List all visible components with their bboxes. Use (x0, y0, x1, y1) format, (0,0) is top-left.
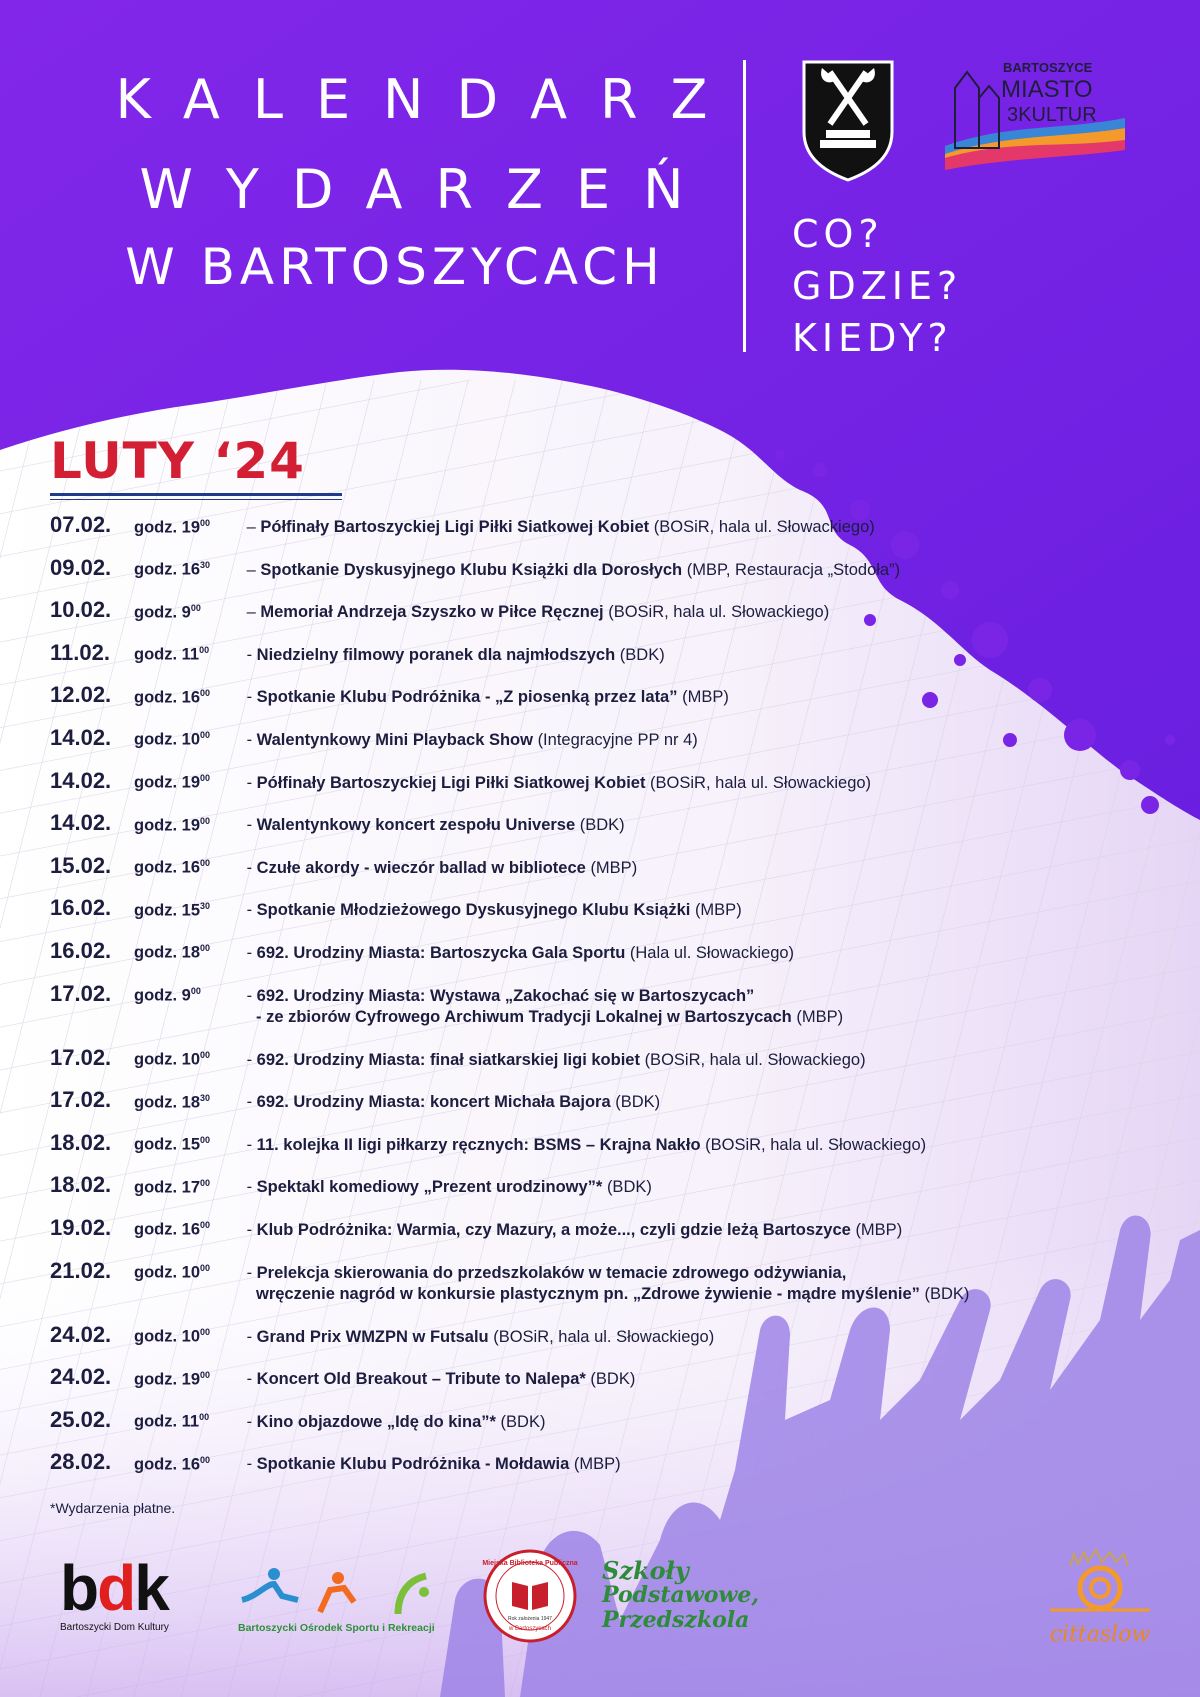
event-time-hour: godz. 19 (134, 773, 201, 792)
event-description (242, 1177, 652, 1198)
event-row (50, 640, 1050, 683)
event-title: Półfinały Bartoszyckiej Ligi Piłki Siatkowej Kobiet (260, 518, 650, 536)
event-row (50, 1449, 1050, 1492)
event-place: (BDK) (619, 645, 665, 664)
event-time (134, 518, 242, 538)
event-time-minutes: 00 (199, 645, 210, 656)
event-time (134, 943, 242, 963)
event-separator: - (242, 901, 257, 920)
event-separator: - (242, 688, 257, 707)
event-date: 10.02. (50, 597, 112, 623)
event-description (242, 1454, 621, 1475)
event-time-minutes: 00 (200, 1177, 211, 1188)
miasto-3-kultur-logo (945, 58, 1125, 170)
event-row (50, 895, 1050, 938)
event-separator: - (242, 730, 257, 749)
mbp-logo (482, 1548, 578, 1644)
event-time-hour: godz. 9 (134, 986, 191, 1005)
event-separator: - (242, 1412, 257, 1431)
cittaslow-text: cittaslow (1049, 1622, 1151, 1647)
event-description (242, 815, 625, 836)
event-description (242, 1327, 714, 1348)
event-time (134, 603, 242, 623)
event-time-hour: godz. 15 (134, 901, 201, 920)
event-row (50, 1258, 1050, 1322)
event-place: (MBP) (694, 901, 742, 920)
event-date: 12.02. (50, 682, 112, 708)
event-time-hour: godz. 18 (134, 1093, 201, 1112)
event-row (50, 725, 1050, 768)
event-separator: - (242, 1263, 257, 1282)
event-title-line2: wręczenie nagród w konkursie plastycznym pn. „Zdrowe żywienie - mądre myślenie” (256, 1284, 920, 1303)
event-row (50, 597, 1050, 640)
bdk-logo (60, 1552, 210, 1642)
event-row (50, 1215, 1050, 1258)
event-date: 09.02. (50, 554, 112, 580)
event-time (134, 730, 242, 750)
event-title: Czułe akordy - wieczór ballad w bibliotece (256, 858, 586, 877)
event-time (134, 560, 242, 580)
event-place: (MBP) (682, 688, 729, 707)
event-time-hour: godz. 11 (134, 1412, 200, 1431)
logo-3kultur-text: 3KULTUR (1007, 104, 1097, 126)
month-heading: LUTY ‘24 (50, 432, 305, 490)
event-separator: – (242, 518, 261, 536)
event-time-hour: godz. 16 (134, 560, 201, 579)
event-time (134, 1263, 242, 1283)
event-time-minutes: 00 (199, 1412, 210, 1423)
event-title: 692. Urodziny Miasta: finał siatkarskiej ligi kobiet (256, 1050, 640, 1069)
event-separator: - (242, 1455, 257, 1474)
event-separator: - (242, 1220, 257, 1239)
event-title: Niedzielny filmowy poranek dla najmłodszych (256, 645, 616, 664)
event-date: 16.02. (50, 895, 112, 921)
event-row (50, 853, 1050, 896)
event-time-minutes: 00 (200, 1263, 211, 1273)
event-time (134, 816, 242, 836)
event-time-hour: godz. 19 (134, 518, 201, 536)
logo-bartoszyce-text: BARTOSZYCE (1003, 60, 1093, 75)
event-place: (MBP, Restauracja „Stodoła”) (686, 560, 901, 579)
title-line-2: WYDARZEŃ (139, 158, 717, 221)
event-row (50, 1045, 1050, 1088)
event-place: (MBP) (590, 858, 638, 877)
event-place: (BOSiR, hala ul. Słowackiego) (653, 518, 875, 536)
event-date: 19.02. (50, 1214, 112, 1240)
event-time-hour: godz. 15 (134, 1135, 201, 1154)
event-place: (BOSiR, hala ul. Słowackiego) (705, 1135, 927, 1154)
event-time-hour: godz. 10 (134, 1327, 201, 1346)
event-separator: – (242, 603, 261, 622)
event-description (242, 1412, 545, 1433)
event-time (134, 858, 242, 878)
event-time-minutes: 00 (200, 1454, 211, 1465)
event-time-minutes: 30 (200, 560, 211, 571)
event-place: (BDK) (579, 816, 625, 835)
footnote: *Wydarzenia płatne. (50, 1500, 176, 1516)
event-separator: - (242, 986, 257, 1005)
event-time-minutes: 00 (200, 943, 211, 954)
event-separator: - (242, 1327, 257, 1346)
event-description (242, 986, 843, 1028)
bosir-name: Bartoszycki Ośrodek Sportu i Rekreacji (238, 1622, 435, 1634)
event-time-minutes: 00 (200, 815, 211, 826)
event-place: (MBP) (796, 1007, 844, 1026)
event-date: 25.02. (50, 1406, 112, 1432)
event-time-minutes: 00 (200, 773, 211, 784)
event-row (50, 768, 1050, 811)
mbp-sub: w Bartoszycach (508, 1626, 551, 1632)
event-separator: - (242, 1093, 257, 1112)
event-place: (BDK) (590, 1370, 636, 1389)
event-title: Klub Podróżnika: Warmia, czy Mazury, a może..., czyli gdzie leżą Bartoszyce (256, 1220, 851, 1239)
event-title: 692. Urodziny Miasta: Wystawa „Zakochać się w Bartoszycach” (256, 986, 755, 1005)
title-line-1: KALENDARZ (115, 68, 741, 131)
event-date: 18.02. (50, 1172, 112, 1198)
event-time (134, 986, 242, 1006)
event-place: (BOSiR, hala ul. Słowackiego) (650, 773, 872, 792)
event-time-minutes: 00 (200, 1220, 211, 1231)
event-time-hour: godz. 16 (134, 1220, 201, 1239)
event-time-minutes: 00 (200, 1050, 211, 1061)
event-time (134, 901, 242, 921)
schools-line-2: Podstawowe, (602, 1582, 760, 1608)
schools-line-3: Przedszkola (602, 1607, 750, 1633)
event-date: 18.02. (50, 1129, 112, 1155)
bdk-letter-k: k (134, 1552, 168, 1624)
event-row (50, 1322, 1050, 1365)
event-row (50, 810, 1050, 853)
event-place: (BDK) (924, 1284, 970, 1303)
event-title: Memoriał Andrzeja Szyszko w Piłce Ręcznej (260, 603, 604, 622)
question-co: CO? (792, 212, 884, 256)
bdk-letter-b: b (60, 1552, 98, 1624)
event-separator: - (242, 773, 257, 792)
event-place: (BOSiR, hala ul. Słowackiego) (644, 1050, 866, 1069)
event-time-hour: godz. 11 (134, 645, 200, 664)
event-time (134, 1178, 242, 1198)
event-time-hour: godz. 10 (134, 1050, 201, 1069)
event-time-hour: godz. 16 (134, 688, 201, 707)
event-time-minutes: 00 (190, 602, 201, 613)
event-date: 17.02. (50, 1044, 112, 1070)
event-time-hour: godz. 18 (134, 943, 201, 962)
event-time-minutes: 00 (200, 517, 211, 528)
event-description (242, 1135, 926, 1156)
event-date: 07.02. (50, 512, 112, 537)
event-time (134, 1220, 242, 1240)
event-row (50, 1130, 1050, 1173)
event-time (134, 1370, 242, 1390)
event-description (242, 560, 900, 581)
event-row (50, 981, 1050, 1045)
event-time (134, 645, 242, 665)
question-kiedy: KIEDY? (792, 316, 953, 360)
event-title: Grand Prix WMZPN w Futsalu (256, 1327, 489, 1346)
logo-miasto-text: MIASTO (1001, 76, 1093, 103)
event-time-hour: godz. 19 (134, 1370, 201, 1389)
event-title: Walentynkowy koncert zespołu Universe (256, 816, 576, 835)
event-description (242, 517, 875, 538)
event-time-hour: godz. 10 (134, 730, 201, 749)
event-title: Półfinały Bartoszyckiej Ligi Piłki Siatkowej Kobiet (256, 773, 646, 792)
event-time-hour: godz. 10 (134, 1263, 201, 1282)
event-time-minutes: 30 (200, 1092, 211, 1103)
event-date: 17.02. (50, 980, 112, 1006)
event-date: 16.02. (50, 937, 112, 963)
event-row (50, 1364, 1050, 1407)
event-title: Koncert Old Breakout – Tribute to Nalepa* (256, 1370, 586, 1389)
event-separator: - (242, 858, 257, 877)
event-title: 692. Urodziny Miasta: Bartoszycka Gala Sportu (256, 943, 626, 962)
event-place: (MBP) (573, 1455, 621, 1474)
event-time-hour: godz. 9 (134, 603, 191, 622)
event-time-minutes: 00 (200, 730, 211, 741)
event-row (50, 512, 1050, 555)
event-description (242, 1263, 969, 1305)
event-title: Spotkanie Klubu Podróżnika - „Z piosenką przez lata” (256, 688, 678, 707)
event-title: Prelekcja skierowania do przedszkolaków w temacie zdrowego odżywiania, (256, 1263, 847, 1282)
event-time-minutes: 00 (200, 687, 211, 698)
event-time-minutes: 00 (200, 858, 211, 869)
event-time-hour: godz. 19 (134, 816, 201, 835)
event-date: 15.02. (50, 852, 112, 878)
event-row (50, 938, 1050, 981)
event-time (134, 1093, 242, 1113)
event-date: 21.02. (50, 1257, 112, 1283)
event-description (242, 730, 698, 751)
event-row (50, 555, 1050, 598)
bosir-runners-icon (238, 1566, 458, 1618)
event-date: 14.02. (50, 724, 112, 750)
event-date: 28.02. (50, 1449, 112, 1475)
event-description (242, 900, 742, 921)
event-title: 692. Urodziny Miasta: koncert Michała Bajora (256, 1093, 611, 1112)
cittaslow-logo (1040, 1548, 1160, 1648)
event-description (242, 1050, 866, 1071)
event-place: (BDK) (500, 1412, 546, 1431)
events-list (50, 512, 1050, 1492)
event-separator: - (242, 645, 257, 664)
event-date: 14.02. (50, 767, 112, 793)
event-time-minutes: 00 (190, 986, 201, 997)
event-place: (Hala ul. Słowackiego) (629, 943, 795, 962)
event-description (242, 1369, 635, 1390)
mbp-year: Rok założenia 1947 (508, 1616, 552, 1622)
event-description (242, 687, 729, 708)
event-time (134, 1412, 242, 1432)
event-title: 11. kolejka II ligi piłkarzy ręcznych: BSMS – Krajna Nakło (256, 1135, 701, 1154)
month-underline-thin (50, 499, 342, 500)
event-separator: - (242, 1050, 257, 1069)
event-place: (BDK) (606, 1178, 652, 1197)
event-description (242, 773, 871, 794)
title-line-3: W BARTOSZYCACH (125, 238, 665, 296)
event-title-line2: - ze zbiorów Cyfrowego Archiwum Tradycji Lokalnej w Bartoszycach (256, 1007, 792, 1026)
event-title: Spotkanie Młodzieżowego Dyskusyjnego Klubu Książki (256, 901, 691, 920)
event-separator: - (242, 1178, 257, 1197)
event-time-hour: godz. 17 (134, 1178, 201, 1197)
event-place: (BOSiR, hala ul. Słowackiego) (608, 603, 830, 622)
event-time-hour: godz. 16 (134, 1455, 201, 1474)
event-title: Kino objazdowe „Idę do kina”* (256, 1412, 496, 1431)
mbp-name: Miejska Biblioteka Publiczna (482, 1560, 578, 1567)
event-title: Spotkanie Klubu Podróżnika - Mołdawia (256, 1455, 570, 1474)
event-place: (BDK) (615, 1093, 661, 1112)
event-date: 24.02. (50, 1321, 112, 1347)
event-separator: - (242, 816, 257, 835)
event-title: Spotkanie Dyskusyjnego Klubu Książki dla Dorosłych (260, 560, 683, 579)
event-place: (BOSiR, hala ul. Słowackiego) (493, 1327, 715, 1346)
event-separator: - (242, 943, 257, 962)
event-description (242, 602, 829, 623)
event-time-minutes: 00 (200, 1369, 211, 1380)
event-title: Walentynkowy Mini Playback Show (256, 730, 533, 749)
schools-logo (602, 1558, 782, 1642)
event-separator: – (242, 560, 261, 579)
question-gdzie: GDZIE? (792, 264, 963, 308)
month-underline (50, 493, 342, 496)
bdk-name: Bartoszycki Dom Kultury (60, 1622, 169, 1633)
event-time-minutes: 00 (200, 1135, 211, 1146)
event-time-minutes: 30 (200, 900, 211, 911)
event-time (134, 688, 242, 708)
event-description (242, 943, 794, 964)
event-description (242, 858, 637, 879)
event-row (50, 1087, 1050, 1130)
bdk-letter-d: d (97, 1552, 135, 1624)
event-row (50, 1407, 1050, 1450)
event-time (134, 1050, 242, 1070)
event-place: (MBP) (855, 1220, 903, 1239)
event-row (50, 682, 1050, 725)
event-row (50, 1172, 1050, 1215)
event-date: 24.02. (50, 1364, 112, 1390)
event-time (134, 1327, 242, 1347)
event-separator: - (242, 1370, 257, 1389)
event-time (134, 1135, 242, 1155)
city-coat-of-arms-icon (800, 58, 896, 182)
event-title: Spektakl komediowy „Prezent urodzinowy”* (256, 1178, 603, 1197)
header-divider (743, 60, 746, 352)
event-description (242, 1220, 902, 1241)
event-date: 14.02. (50, 810, 112, 836)
event-date: 17.02. (50, 1087, 112, 1113)
schools-line-1: Szkoły (602, 1556, 689, 1585)
event-description (242, 645, 665, 666)
event-time (134, 1455, 242, 1475)
event-description (242, 1092, 660, 1113)
snail-icon (1040, 1548, 1160, 1618)
event-time (134, 773, 242, 793)
bosir-logo (238, 1566, 458, 1646)
event-date: 11.02. (50, 639, 110, 665)
event-time-hour: godz. 16 (134, 858, 201, 877)
event-separator: - (242, 1135, 257, 1154)
event-time-minutes: 00 (200, 1327, 211, 1337)
event-place: (Integracyjne PP nr 4) (537, 730, 698, 749)
